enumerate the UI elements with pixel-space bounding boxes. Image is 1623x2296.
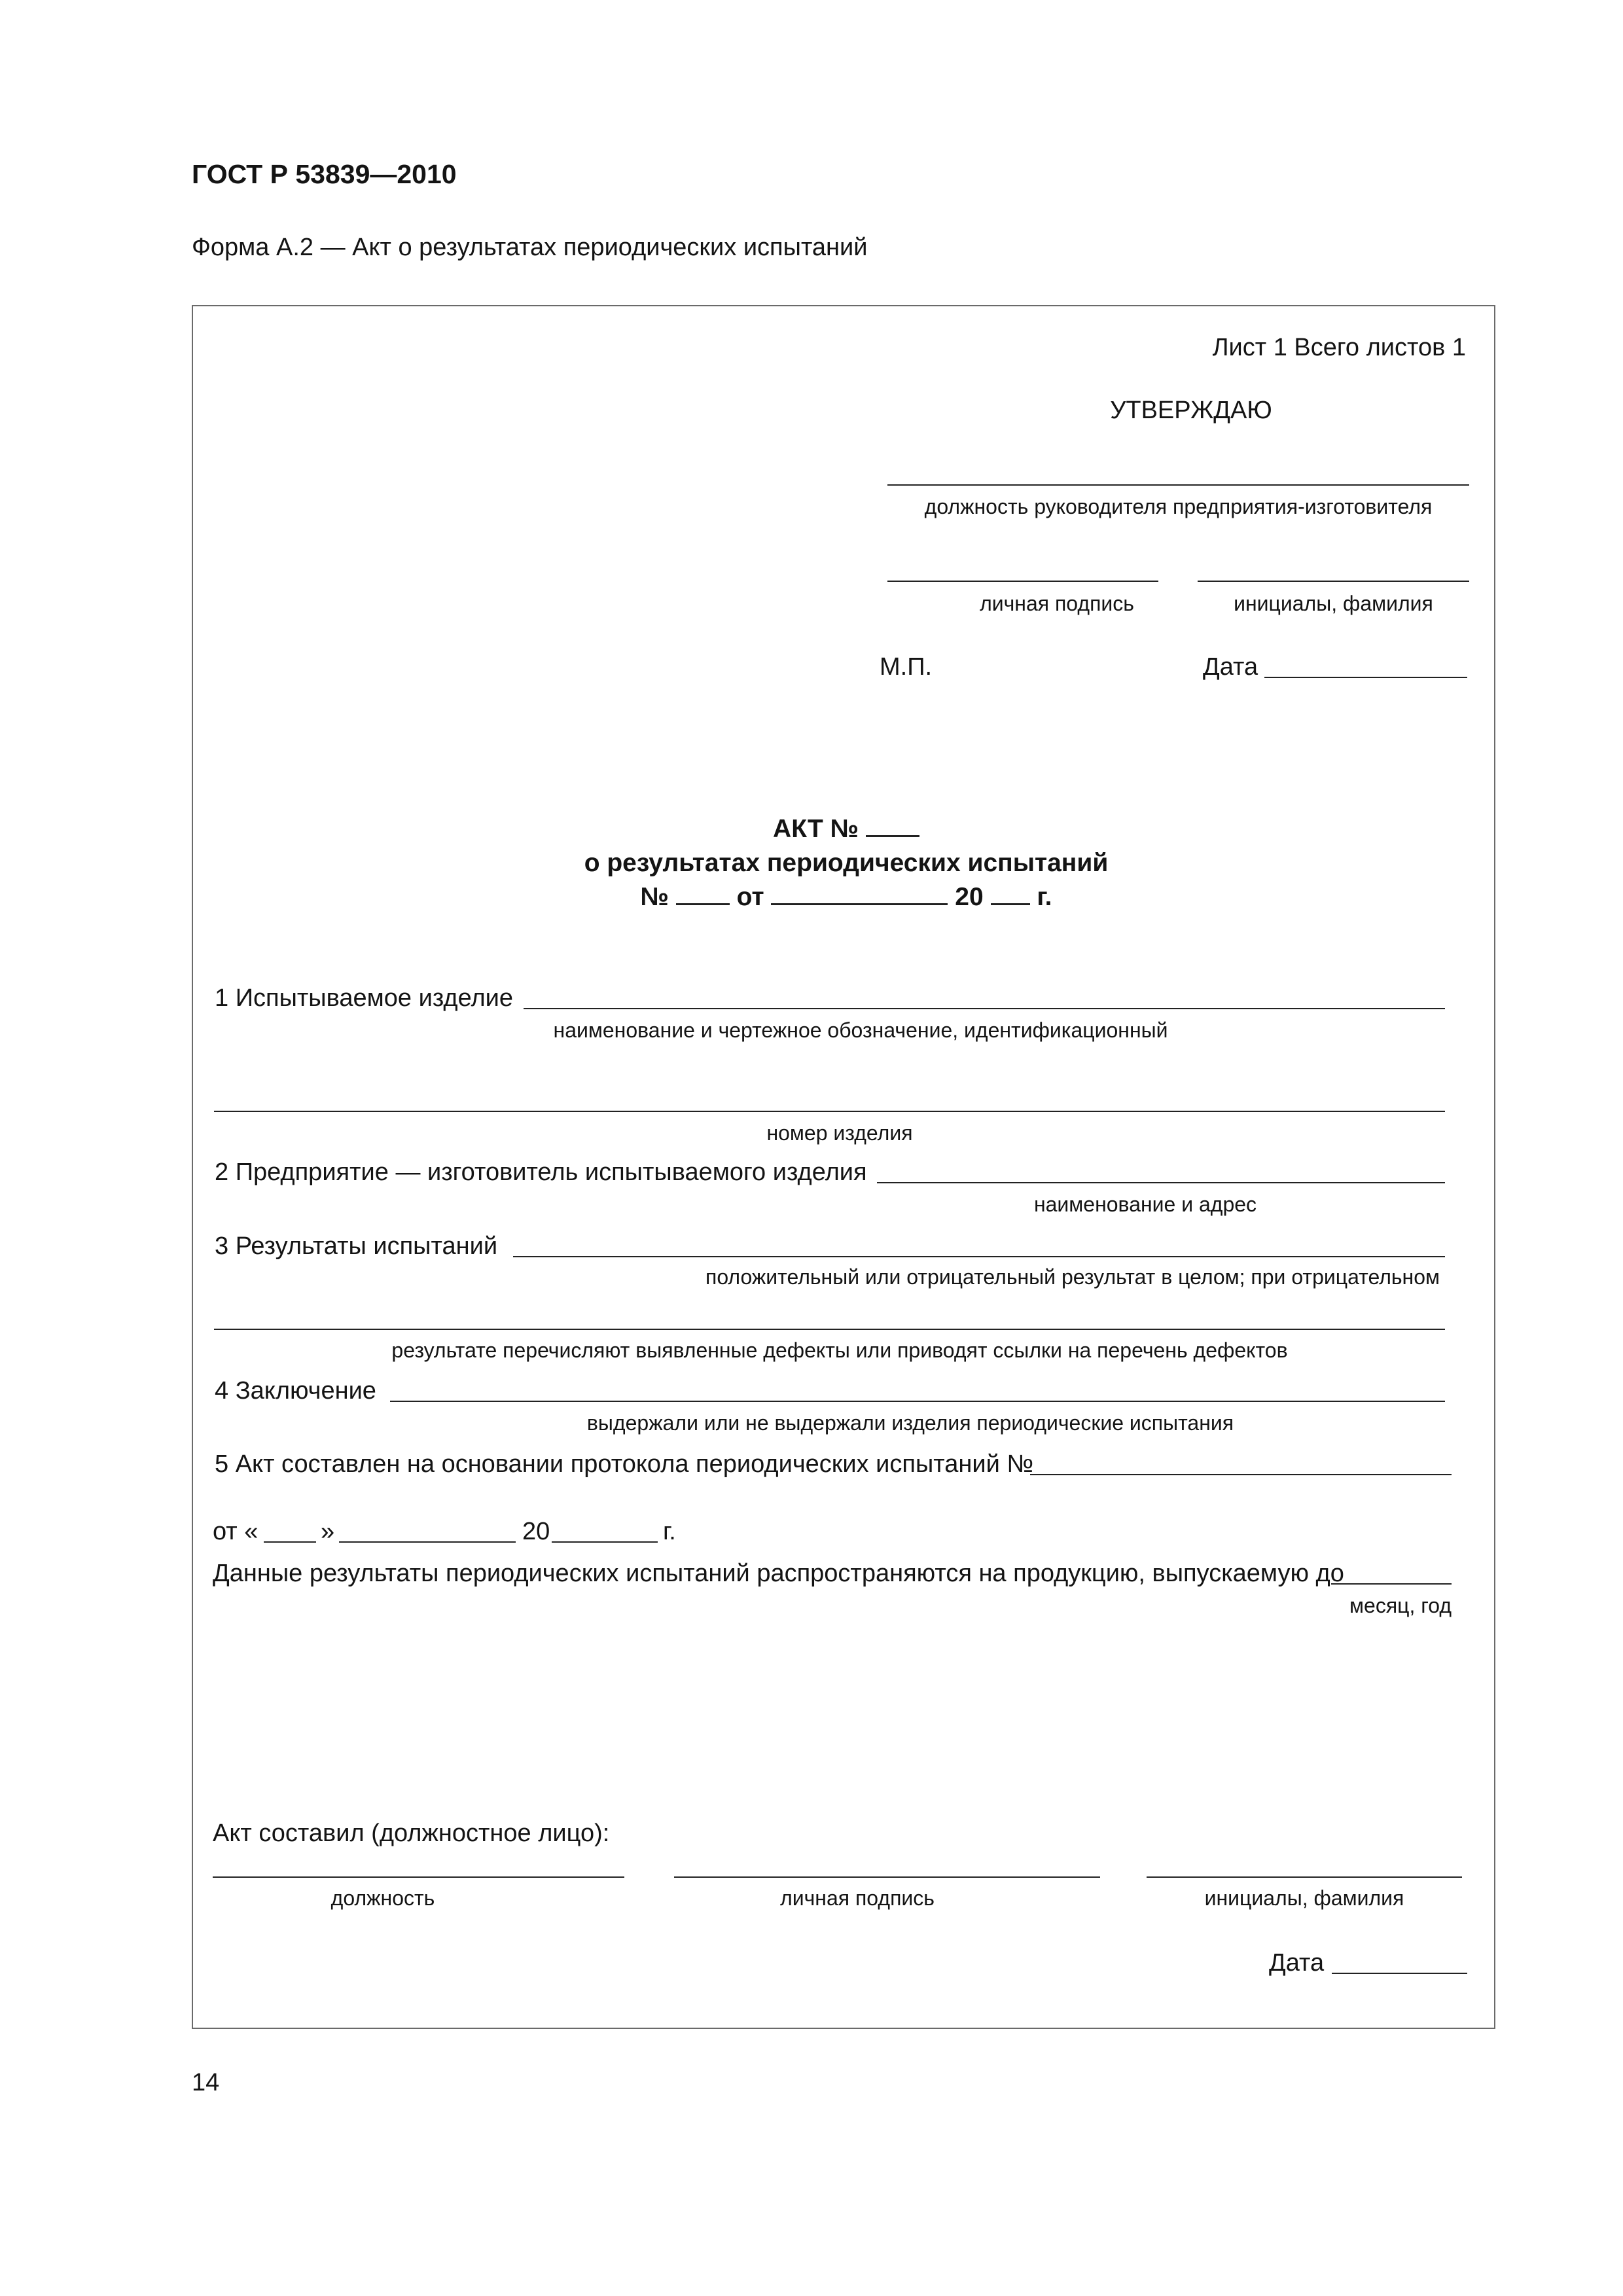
from-day-line[interactable] bbox=[264, 1541, 316, 1543]
signoff-name-line[interactable] bbox=[1147, 1876, 1462, 1878]
item3-label: 3 Результаты испытаний bbox=[215, 1232, 498, 1260]
from-year-prefix: 20 bbox=[522, 1518, 550, 1545]
position-caption: должность руководителя предприятия-изготовителя bbox=[924, 495, 1433, 518]
signoff-signature-caption: личная подпись bbox=[780, 1886, 935, 1910]
item2-line[interactable] bbox=[877, 1182, 1445, 1183]
signoff-name-caption: инициалы, фамилия bbox=[1204, 1886, 1404, 1910]
sheet-info: Лист 1 Всего листов 1 bbox=[1212, 334, 1466, 361]
from-month-line[interactable] bbox=[339, 1541, 516, 1543]
item2-label: 2 Предприятие — изготовитель испытываемого изделия bbox=[215, 1158, 867, 1186]
act-date-blank[interactable] bbox=[771, 884, 948, 905]
document-code: ГОСТ Р 53839—2010 bbox=[192, 159, 457, 189]
from-year-line[interactable] bbox=[552, 1541, 658, 1543]
compiled-by-label: Акт составил (должностное лицо): bbox=[213, 1820, 610, 1847]
act-from-label: от bbox=[736, 883, 764, 911]
page-number: 14 bbox=[192, 2069, 220, 2096]
item3-caption2: результате перечисляют выявленные дефекты или приводят ссылки на перечень дефектов bbox=[391, 1338, 1288, 1362]
signoff-date-line[interactable] bbox=[1332, 1973, 1467, 1974]
act-title-line1 bbox=[192, 815, 1501, 844]
name-line[interactable] bbox=[1198, 581, 1469, 582]
date-label: Дата bbox=[1203, 653, 1258, 681]
validity-text: Данные результаты периодических испытаний распространяются на продукцию, выпускаемую до bbox=[213, 1560, 1344, 1587]
act-no-blank[interactable] bbox=[676, 884, 730, 905]
signoff-position-line[interactable] bbox=[213, 1876, 624, 1878]
item4-line[interactable] bbox=[390, 1401, 1445, 1402]
item3-line2[interactable] bbox=[214, 1329, 1445, 1330]
item4-label: 4 Заключение bbox=[215, 1377, 376, 1405]
act-year-blank[interactable] bbox=[991, 884, 1030, 905]
signoff-signature-line[interactable] bbox=[674, 1876, 1100, 1878]
act-number-blank[interactable] bbox=[866, 816, 919, 837]
signature-line[interactable] bbox=[887, 581, 1158, 582]
item4-caption: выдержали или не выдержали изделия периодические испытания bbox=[586, 1411, 1234, 1435]
act-title-line2: о результатах периодических испытаний bbox=[584, 849, 1109, 877]
from-label: от « bbox=[213, 1518, 259, 1545]
stamp-label: М.П. bbox=[880, 653, 933, 681]
item1-caption1: наименование и чертежное обозначение, идентификационный bbox=[553, 1018, 1168, 1042]
validity-date-line[interactable] bbox=[1331, 1583, 1452, 1585]
item2-caption: наименование и адрес bbox=[1033, 1193, 1257, 1216]
item1-label: 1 Испытываемое изделие bbox=[215, 984, 513, 1012]
from-quote-close: » bbox=[321, 1518, 335, 1545]
protocol-number-line[interactable] bbox=[1030, 1474, 1452, 1475]
from-year-suffix: г. bbox=[663, 1518, 676, 1545]
signature-caption: личная подпись bbox=[980, 592, 1134, 615]
item5-label: 5 Акт составлен на основании протокола периодических испытаний № bbox=[215, 1450, 1034, 1478]
form-caption: Форма А.2 — Акт о результатах периодических испытаний bbox=[192, 234, 868, 261]
act-g-label: г. bbox=[1037, 883, 1052, 911]
act-year-label: 20 bbox=[955, 883, 984, 911]
signoff-position-caption: должность bbox=[330, 1886, 435, 1910]
signoff-date-label: Дата bbox=[1269, 1949, 1325, 1977]
item3-line[interactable] bbox=[513, 1256, 1445, 1257]
name-caption: инициалы, фамилия bbox=[1234, 592, 1433, 615]
act-number-label: АКТ № bbox=[773, 815, 859, 843]
act-no-label: № bbox=[640, 883, 669, 911]
position-line[interactable] bbox=[887, 484, 1469, 486]
validity-caption: месяц, год bbox=[1349, 1594, 1452, 1617]
item1-caption2: номер изделия bbox=[766, 1121, 913, 1145]
act-title-line3 bbox=[192, 883, 1501, 912]
item3-caption1: положительный или отрицательный результат в целом; при отрицательном bbox=[705, 1265, 1440, 1289]
item1-line2[interactable] bbox=[214, 1111, 1445, 1112]
approve-heading: УТВЕРЖДАЮ bbox=[1110, 397, 1272, 424]
date-line[interactable] bbox=[1264, 677, 1467, 678]
item1-line[interactable] bbox=[524, 1008, 1445, 1009]
